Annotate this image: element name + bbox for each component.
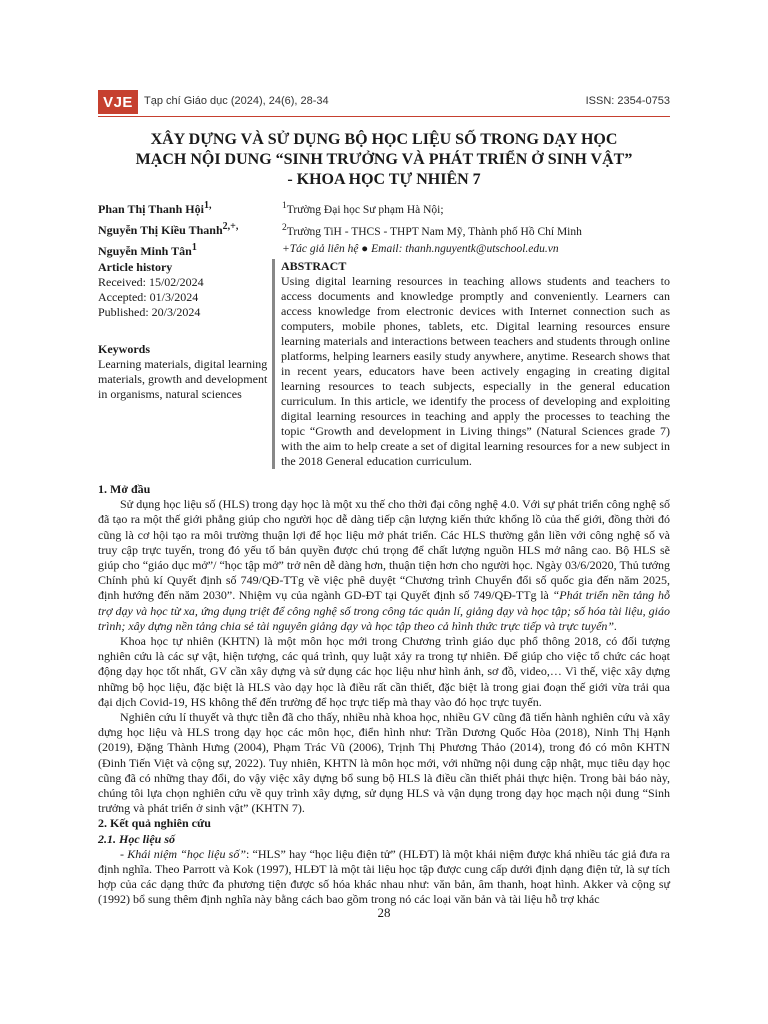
journal-logo: VJE <box>98 90 138 114</box>
issn: ISSN: 2354-0753 <box>585 95 670 107</box>
affiliations <box>282 197 672 258</box>
title-line: MẠCH NỘI DUNG “SINH TRƯỞNG VÀ PHÁT TRIỂN Ở SINH VẬT” <box>135 151 633 168</box>
affiliation: $^1$Trường Đại học Sư phạm Hà Nội; <box>282 200 444 216</box>
paragraph: Nghiên cứu lí thuyết và thực tiễn đã cho thấy, nhiều nhà khoa học, nhiều GV cũng đã tiến hành nghiên cứu và xây dựng học liệu và HLS trong dạy học các môn học, điển hình như: Trần Dương Quốc Hòa (2018), Ninh Thị Hạnh (2019), Đặng Thành Hưng (2004), Phạm Trác Vũ (2006), Trịnh Thị Phương Thảo (2014), trong đó có môn KHTN (Đinh Tiến Việt và cộng sự, 2022). Tuy nhiên, KHTN là môn học mới, với những nội dung cập nhật, mục tiêu dạy học cũng đã có những thay đổi, do vậy việc xây dựng bổ sung bộ HLS là điều cần thiết phải thực hiện. Trong bài báo này, chúng tôi lựa chọn nghiên cứu về quy trình xây dựng, sử dụng HLS và vận dụng trong dạy học mạch nội dung “Sinh trưởng và phát triển ở sinh vật” (KHTN 7). <box>98 710 670 816</box>
affiliation: $^2$Trường TiH - THCS - THPT Nam Mỹ, Thành phố Hồ Chí Minh <box>282 221 582 238</box>
section-heading: 1. Mở đầu <box>98 482 151 496</box>
contact-email: +Tác giả liên hệ ● Email: thanh.nguyentk@utschool.edu.vn <box>282 242 559 255</box>
abstract-heading: ABSTRACT <box>281 259 347 273</box>
journal-citation: Tạp chí Giáo dục (2024), 24(6), 28-34 <box>144 95 329 107</box>
paragraph: - Khái niệm “học liệu số”: “HLS” hay “học liệu điện tử” (HLĐT) là một khái niệm được khá nhiều tác giả đưa ra định nghĩa. Theo Parrott và Kok (1997), HLĐT là một tài liệu học tập được cung cấp dưới định dạng điện tử, là sự tích hợp của các dạng thức đa phương tiện được số hóa khác nhau như: văn bản, âm thanh, hoạt hình. Akker và cộng sự (1992) bổ sung thêm định nghĩa này bằng cách bao gồm trong nó các loại văn bản và tài liệu hỗ trợ khác <box>98 846 671 907</box>
history-heading: Article history <box>98 260 173 274</box>
title-line: XÂY DỰNG VÀ SỬ DỤNG BỘ HỌC LIỆU SỐ TRONG DẠY HỌC <box>150 131 618 148</box>
published-date: Published: 20/3/2024 <box>98 305 201 319</box>
section-heading: 2. Kết quả nghiên cứu <box>98 816 211 831</box>
journal-header <box>98 90 670 116</box>
paper-title <box>98 130 670 190</box>
header-rule <box>98 116 670 117</box>
author: Nguyễn Thị Kiều Thanh$^{2,+,}$ <box>98 221 239 237</box>
paragraph: Sử dụng học liệu số (HLS) trong dạy học là một xu thế cho thời đại công nghệ 4.0. Với sự phát triển công nghệ số đã tạo ra một thế giới phẳng giúp cho người học dễ dàng tiếp cận lượng kiến thức khổng lồ của thế giới, đồng thời đó cũng là cơ hội tạo ra môi trường thuận lợi để học liệu mở phát triển. Các HLS thường gắn liền với công nghệ số và truy cập trực tuyến, trong đó yếu tố bản quyền được chú trọng để chất lượng nguồn HLS mở nâng cao. Bộ HLS sẽ giúp cho “giáo dục mở”/ “học tập mở” trở nên dễ dàng hơn, thuận tiện hơn cho người học. Ngày 03/6/2020, Thủ tướng Chính phủ kí Quyết định số 749/QĐ-TTg về việc phê duyệt “Chương trình Chuyển đổi số quốc gia đến năm 2025, định hướng đến năm 2030”. Nhiệm vụ của ngành GD-ĐT tại Quyết định số 749/QĐ-TTg là “Phát triển nền tảng hỗ trợ dạy và học từ xa, ứng dụng triệt để công nghệ số trong công tác quản lí, giảng dạy và học tập; số hóa tài liệu, giáo trình; xây dựng nền tảng chia sẻ tài nguyên giảng dạy và học tập theo cả hình thức trực tiếp và trực tuyến”. <box>98 497 670 633</box>
received-date: Received: 15/02/2024 <box>98 275 204 289</box>
page-number: 28 <box>377 905 391 920</box>
body-text <box>98 482 670 908</box>
author: Nguyễn Minh Tân$^1$ <box>98 242 197 258</box>
author: Phan Thị Thanh Hội$^{1,}$ <box>98 200 212 216</box>
title-line: - KHOA HỌC TỰ NHIÊN 7 <box>287 171 481 188</box>
author-list <box>98 197 273 260</box>
subsection-heading: 2.1. Học liệu số <box>98 831 175 846</box>
abstract-text: Using digital learning resources in teaching allows students and teachers to access documents and knowledge promptly and conveniently. Learners can access knowledge from electronic devices with Internet connection such as computers, mobile phones, tablets, etc. Digital learning resources ensure learning materials and interactions between teachers and students through online platforms, helping learners easily study anywhere, anytime. Research shows that in recent years, educators have been actively engaging in creating digital learning resources to teach subjects, especially in the general education curriculum. In this article, we identify the process of developing and exploiting digital learning resources in teaching and apply the processes to teaching the topic “Growth and development in Living things” (Natural Sciences grade 7) with the aim to help create a set of digital learning resources for a new subject in the 2018 General education curriculum. <box>281 274 670 468</box>
accepted-date: Accepted: 01/3/2024 <box>98 290 199 304</box>
article-meta <box>98 260 270 402</box>
keywords-heading: Keywords <box>98 342 150 356</box>
paragraph: Khoa học tự nhiên (KHTN) là một môn học mới trong Chương trình giáo dục phổ thông 2018, có đối tượng nghiên cứu là các sự vật, hiện tượng, các quá trình, quy luật xảy ra trong tự nhiên. Để giúp cho việc tổ chức các hoạt động dạy học tốt nhất, GV cần xây dựng và sử dụng các học liệu như hình ảnh, sơ đồ, video,… Vì thế, việc xây dựng những bộ học liệu, đặc biệt là HLS vào dạy học là điều rất cần thiết, đặc biệt là trong giai đoạn thế giới vừa trải qua đại dịch Covid-19, HS không thể đến trường để học trực tiếp mà thay vào đó học trực tuyến. <box>98 634 670 709</box>
abstract <box>272 259 670 469</box>
keywords-text: Learning materials, digital learning materials, growth and development in organisms, natural sciences <box>98 357 268 401</box>
